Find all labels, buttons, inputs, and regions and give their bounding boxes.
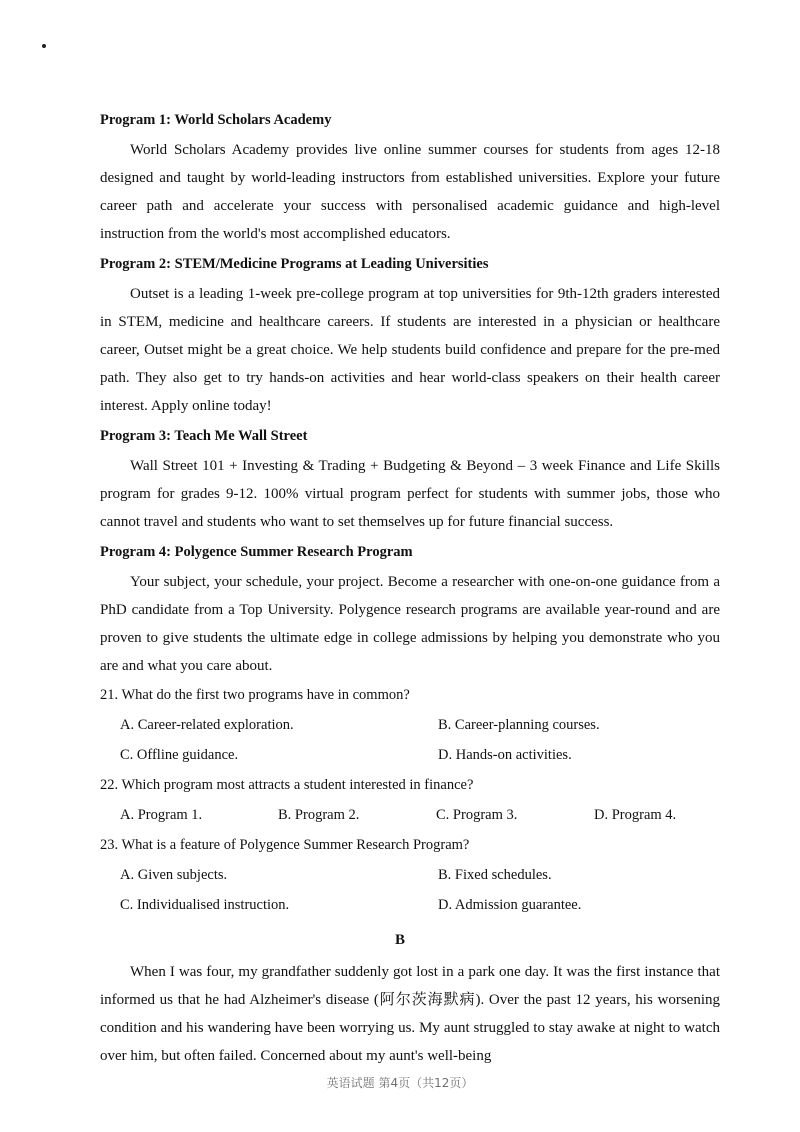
question-stem: 23. What is a feature of Polygence Summer Research Program? — [100, 837, 470, 853]
passage-b — [100, 958, 720, 1074]
options-row — [100, 890, 720, 920]
options-row — [100, 710, 720, 740]
option: B. Fixed schedules. — [438, 867, 552, 883]
program-title: Program 4: Polygence Summer Research Program — [100, 544, 413, 560]
program-title: Program 1: World Scholars Academy — [100, 112, 332, 128]
question-stem: 21. What do the first two programs have in common? — [100, 687, 410, 703]
programs-section — [100, 108, 720, 684]
option: B. Career-planning courses. — [438, 717, 600, 733]
options-row — [100, 800, 720, 830]
program-title: Program 2: STEM/Medicine Programs at Leading Universities — [100, 256, 489, 272]
options-row — [100, 740, 720, 770]
option: A. Given subjects. — [120, 867, 228, 883]
page-footer: 英语试题 第4页（共12页） — [326, 1076, 474, 1090]
option: A. Career-related exploration. — [120, 717, 294, 733]
program-title: Program 3: Teach Me Wall Street — [100, 428, 308, 444]
passage-body: When I was four, my grandfather suddenly got lost in a park one day. It was the first instance that informed us that he had Alzheimer's disease (阿尔茨海默病). Over the past 12 years, his worsening condition and his wandering have been worrying us. My aunt struggled to stay awake at night to watch over him, but often failed. Concerned about my aunt's well-being — [100, 964, 720, 1064]
option: C. Program 3. — [436, 807, 518, 823]
option: D. Hands-on activities. — [438, 747, 572, 763]
option: C. Individualised instruction. — [120, 897, 290, 913]
section-label: B — [394, 932, 405, 948]
option: D. Program 4. — [594, 807, 677, 823]
option: D. Admission guarantee. — [438, 897, 582, 913]
program-body: Wall Street 101 + Investing & Trading + Budgeting & Beyond – 3 week Finance and Life Skills program for grades 9-12. 100% virtual program perfect for students with summer jobs, those who cannot travel and students who want to set themselves up for future financial success. — [100, 458, 720, 530]
option: A. Program 1. — [120, 807, 203, 823]
program-body: World Scholars Academy provides live online summer courses for students from ages 12-18 designed and taught by world-leading instructors from established universities. Explore your future career path and accelerate your success with personalised academic guidance and high-level instruction from the world's most accomplished educators. — [100, 142, 720, 242]
program-body: Your subject, your schedule, your project. Become a researcher with one-on-one guidance from a PhD candidate from a Top University. Polygence research programs are available year-round and are proven to give students the ultimate edge in college admissions by helping you demonstrate who you are and what you care about. — [100, 574, 720, 674]
option: B. Program 2. — [278, 807, 360, 823]
question-stem: 22. Which program most attracts a student interested in finance? — [100, 777, 474, 793]
options-row — [100, 860, 720, 890]
scan-speck — [42, 44, 46, 48]
program-body: Outset is a leading 1-week pre-college program at top universities for 9th-12th graders interested in STEM, medicine and healthcare careers. If students are interested in a physician or healthcare career, Outset might be a great choice. We help students build confidence and prepare for the pre-med path. They also get to try hands-on activities and hear world-class speakers on their health career interest. Apply online today! — [100, 286, 720, 414]
option: C. Offline guidance. — [120, 747, 239, 763]
questions — [100, 680, 720, 920]
